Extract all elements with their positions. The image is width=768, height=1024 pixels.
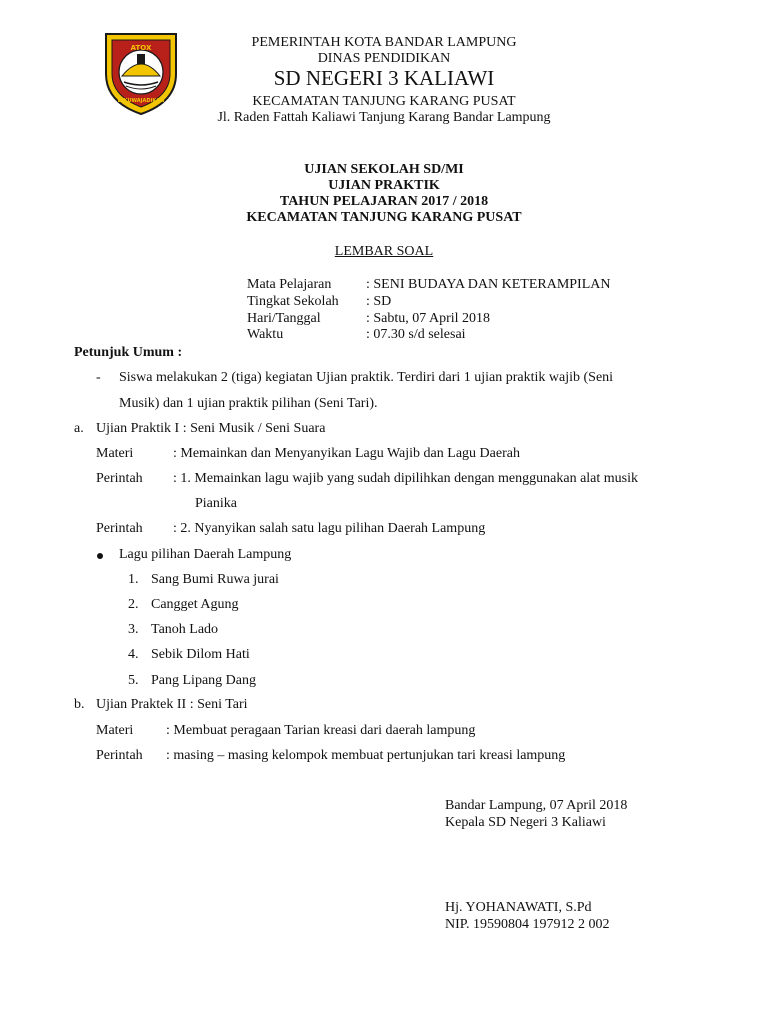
crest-top-text: ATOX: [130, 44, 152, 52]
song-title: Pang Lipang Dang: [151, 673, 256, 688]
instructions-dash: -: [96, 370, 101, 385]
section-b-materi-label: Materi: [96, 723, 134, 738]
info-label-level: Tingkat Sekolah: [247, 294, 339, 309]
school-address: Jl. Raden Fattah Kaliawi Tanjung Karang Bandar Lampung: [217, 110, 551, 125]
info-label-time: Waktu: [247, 327, 284, 342]
bullet-icon: [97, 553, 103, 559]
exam-title-line2: UJIAN PRAKTIK: [328, 178, 440, 193]
song-list-heading: Lagu pilihan Daerah Lampung: [119, 547, 292, 562]
song-title: Cangget Agung: [151, 597, 239, 612]
info-value-date: : Sabtu, 07 April 2018: [366, 311, 491, 326]
signature-place-date: Bandar Lampung, 07 April 2018: [445, 798, 628, 813]
signature-nip: NIP. 19590804 197912 2 002: [445, 917, 610, 932]
dept-name: DINAS PENDIDIKAN: [317, 51, 451, 66]
exam-title-line3: TAHUN PELAJARAN 2017 / 2018: [279, 194, 489, 209]
song-title: Sebik Dilom Hati: [151, 647, 250, 662]
section-b-materi-value: : Membuat peragaan Tarian kreasi dari daerah lampung: [166, 723, 476, 738]
instructions-heading: Petunjuk Umum :: [74, 345, 183, 360]
info-value-time: : 07.30 s/d selesai: [366, 327, 466, 342]
info-value-level: : SD: [366, 294, 392, 309]
song-num: 2.: [128, 597, 139, 612]
section-a-perintah2-value: : 2. Nyanyikan salah satu lagu pilihan Daerah Lampung: [173, 521, 486, 536]
song-num: 1.: [128, 572, 139, 587]
section-b-perintah-label: Perintah: [96, 748, 143, 763]
gov-name: PEMERINTAH KOTA BANDAR LAMPUNG: [251, 35, 517, 50]
instructions-line2: Musik) dan 1 ujian praktik pilihan (Seni Tari).: [119, 396, 378, 411]
sheet-title: LEMBAR SOAL: [334, 244, 434, 259]
exam-title-line1: UJIAN SEKOLAH SD/MI: [304, 162, 464, 177]
district-name: KECAMATAN TANJUNG KARANG PUSAT: [252, 94, 516, 109]
section-b-title: Ujian Praktek II : Seni Tari: [96, 697, 248, 712]
section-a-marker: a.: [74, 421, 84, 436]
section-a-perintah1-label: Perintah: [96, 471, 143, 486]
crest-bottom-text: DIKUWAJADIKAN: [117, 98, 165, 104]
section-a-perintah1-cont: Pianika: [195, 496, 237, 511]
section-a-perintah2-label: Perintah: [96, 521, 143, 536]
exam-title-line4: KECAMATAN TANJUNG KARANG PUSAT: [246, 210, 522, 225]
info-label-date: Hari/Tanggal: [247, 311, 321, 326]
song-num: 5.: [128, 673, 139, 688]
section-b-perintah-value: : masing – masing kelompok membuat pertunjukan tari kreasi lampung: [166, 748, 566, 763]
section-a-title: Ujian Praktik I : Seni Musik / Seni Suara: [96, 421, 326, 436]
signature-name: Hj. YOHANAWATI, S.Pd: [445, 900, 592, 915]
section-a-materi-label: Materi: [96, 446, 134, 461]
song-title: Tanoh Lado: [151, 622, 219, 637]
info-label-subject: Mata Pelajaran: [247, 277, 332, 292]
section-a-materi-value: : Memainkan dan Menyanyikan Lagu Wajib dan Lagu Daerah: [173, 446, 520, 461]
song-title: Sang Bumi Ruwa jurai: [151, 572, 279, 587]
school-name: SD NEGERI 3 KALIAWI: [273, 66, 495, 90]
signature-position: Kepala SD Negeri 3 Kaliawi: [445, 815, 606, 830]
info-value-subject: : SENI BUDAYA DAN KETERAMPILAN: [366, 277, 611, 292]
song-num: 3.: [128, 622, 139, 637]
song-num: 4.: [128, 647, 139, 662]
section-b-marker: b.: [74, 697, 85, 712]
instructions-line1: Siswa melakukan 2 (tiga) kegiatan Ujian praktik. Terdiri dari 1 ujian praktik wajib (Seni: [119, 370, 614, 385]
section-a-perintah1-value: : 1. Memainkan lagu wajib yang sudah dipilihkan dengan menggunakan alat musik: [173, 471, 639, 486]
